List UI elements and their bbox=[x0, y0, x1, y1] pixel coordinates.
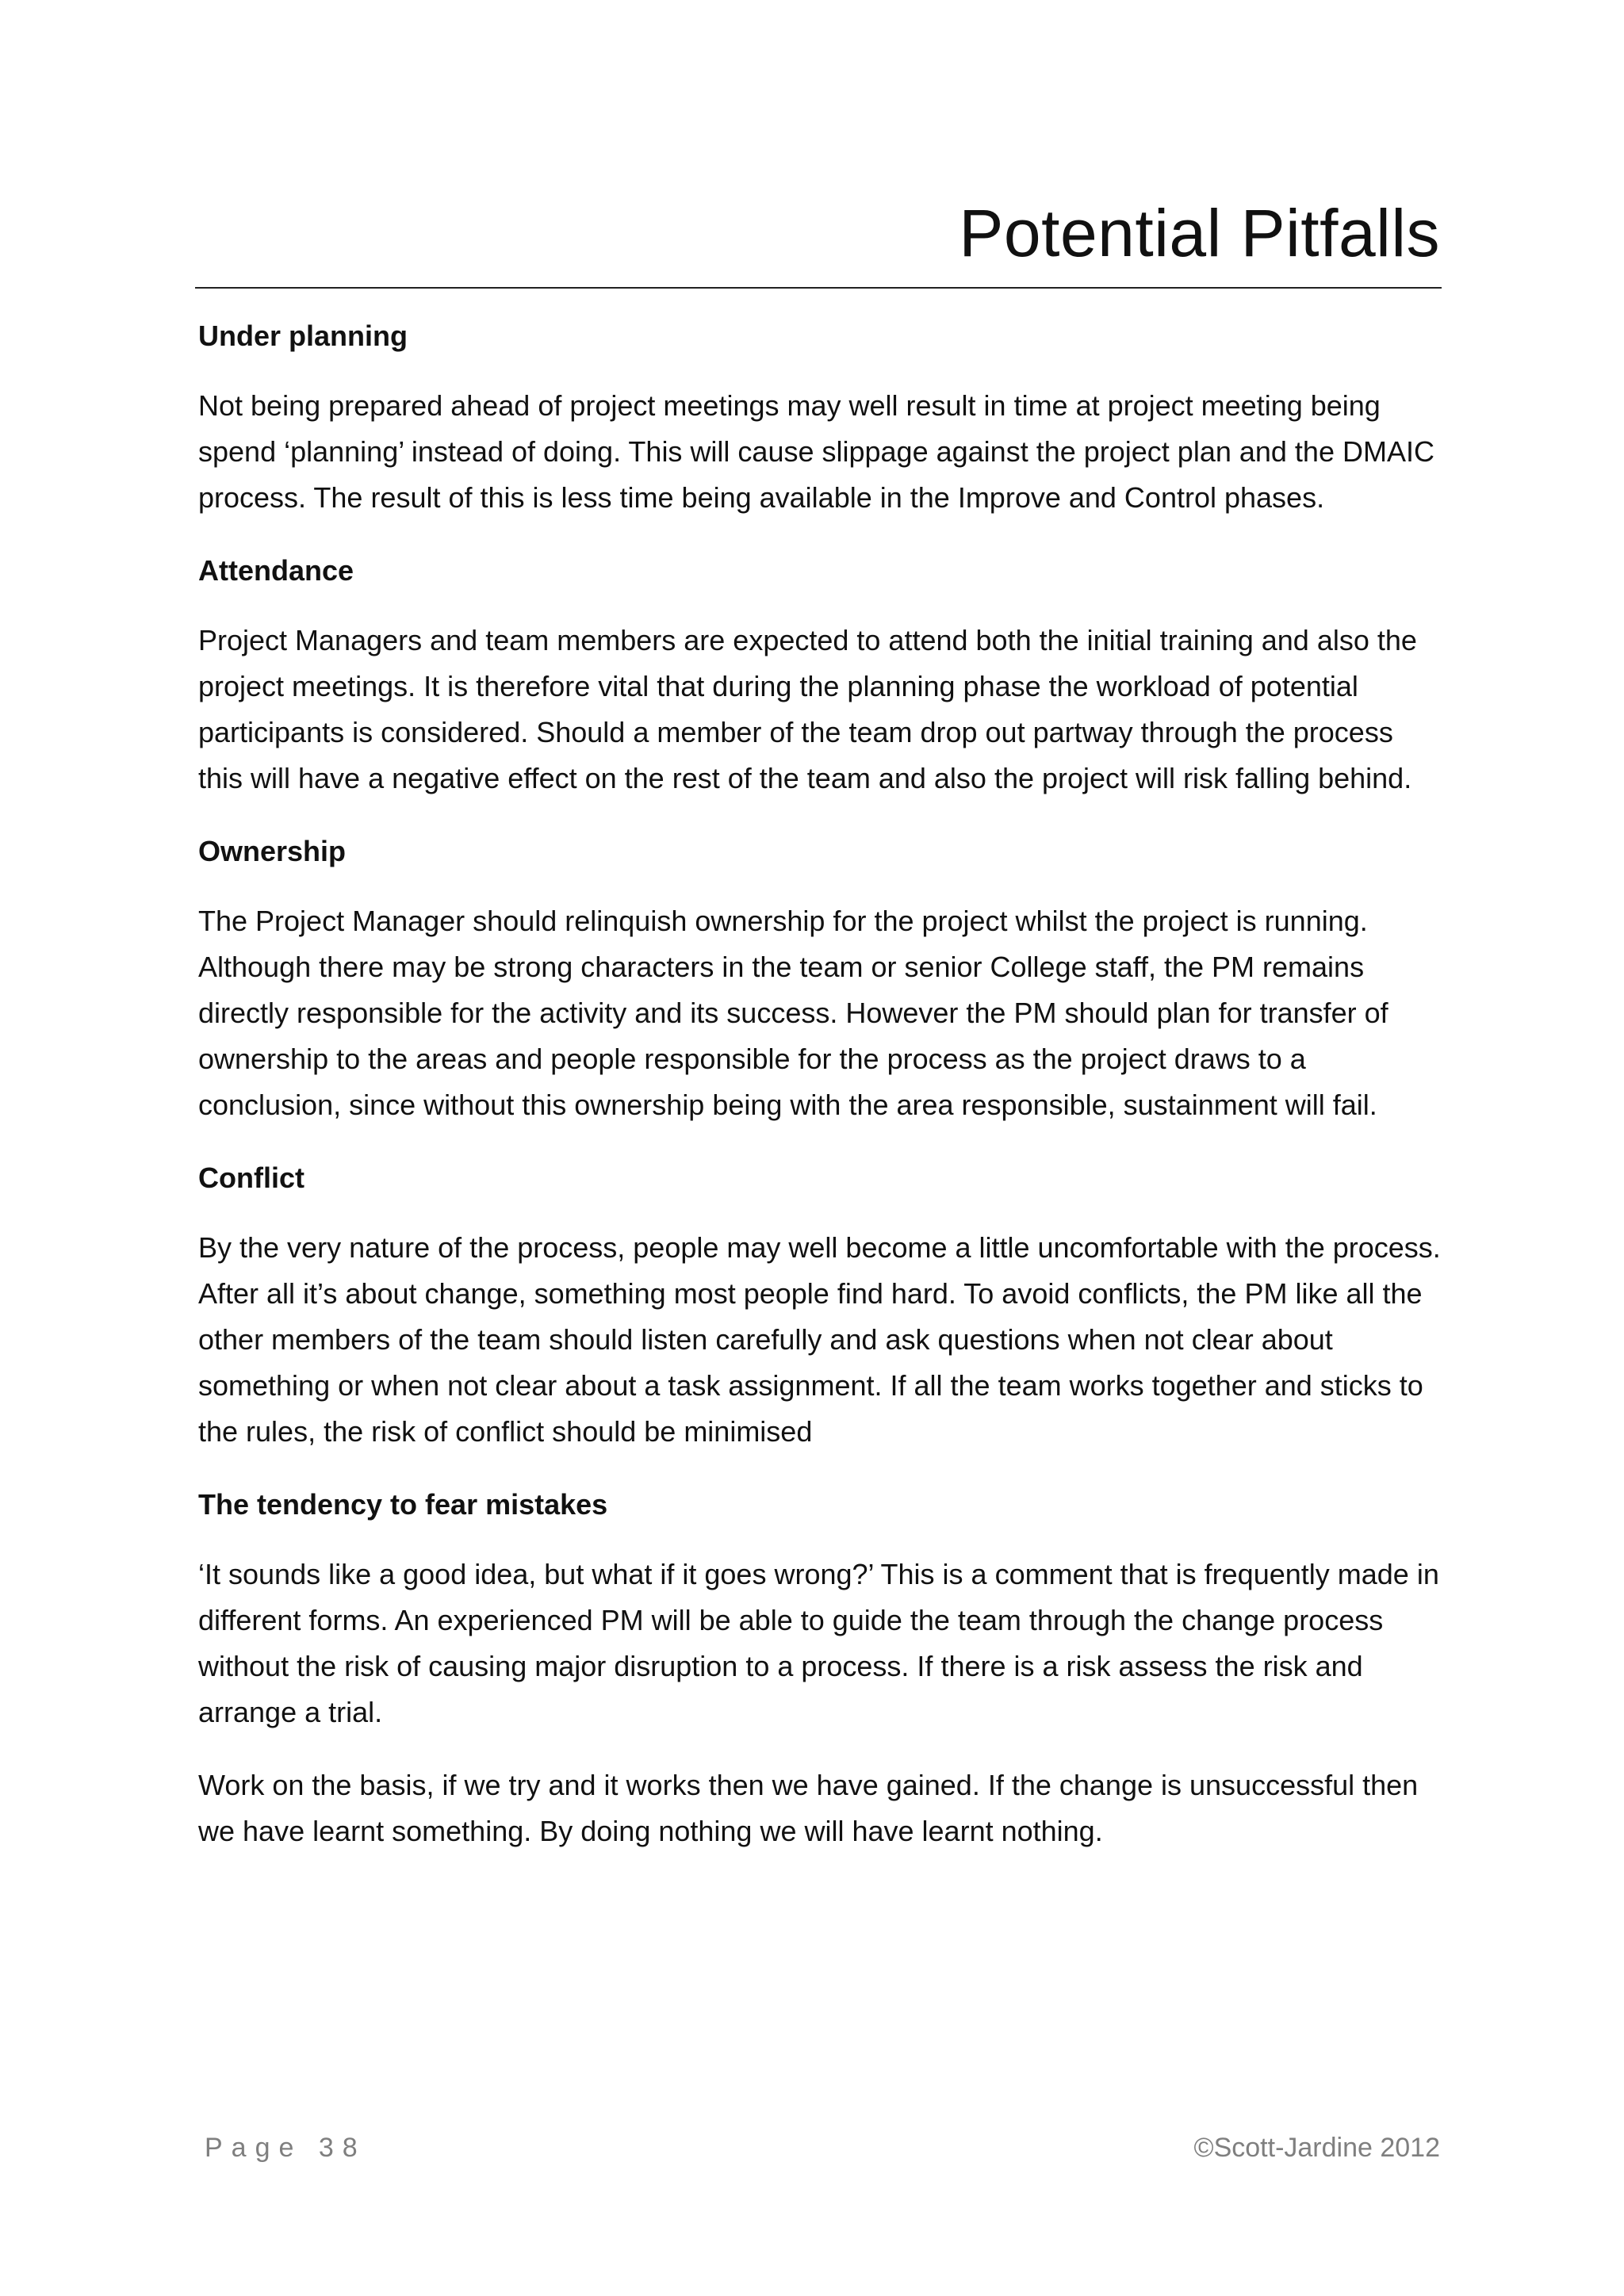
section-ownership bbox=[198, 828, 1443, 1128]
section-attendance bbox=[198, 548, 1443, 802]
section-fear-mistakes bbox=[198, 1482, 1443, 1854]
paragraph: By the very nature of the process, people may well become a little uncomfortable with the process. After all it’s about change, something most people find hard. To avoid conflicts, the PM like all the other members of the team should listen carefully and ask questions when not clear about something or when not clear about a task assignment. If all the team works together and sticks to the rules, the risk of conflict should be minimised bbox=[198, 1231, 1441, 1448]
section-heading: The tendency to fear mistakes bbox=[198, 1488, 608, 1521]
section-heading: Attendance bbox=[198, 554, 354, 587]
paragraph: The Project Manager should relinquish ownership for the project whilst the project is running. Although there may be strong characters in the team or senior College staff, the PM remains directly responsible for the activity and its success. However the PM should plan for transfer of ownership to the areas and people responsible for the process as the project draws to a conclusion, since without this ownership being with the area responsible, sustainment will fail. bbox=[198, 905, 1388, 1121]
page-title: Potential Pitfalls bbox=[959, 196, 1440, 270]
page-number: Page 38 bbox=[205, 2133, 366, 2163]
copyright-notice: ©Scott-Jardine 2012 bbox=[1193, 2133, 1440, 2163]
paragraph: ‘It sounds like a good idea, but what if it goes wrong?’ This is a comment that is frequently made in different forms. An experienced PM will be able to guide the team through the change process without the risk of causing major disruption to a process. If there is a risk assess the risk and arrange a trial. bbox=[198, 1558, 1439, 1728]
paragraph: Not being prepared ahead of project meetings may well result in time at project meeting being spend ‘planning’ instead of doing. This will cause slippage against the project plan and the DMAIC process. The result of this is less time being available in the Improve and Control phases. bbox=[198, 389, 1434, 514]
section-heading: Conflict bbox=[198, 1161, 304, 1194]
section-conflict bbox=[198, 1155, 1443, 1455]
document-body bbox=[198, 313, 1443, 1881]
section-heading: Ownership bbox=[198, 835, 347, 867]
title-divider bbox=[195, 287, 1442, 289]
section-heading: Under planning bbox=[198, 320, 408, 352]
section-under-planning bbox=[198, 313, 1443, 521]
paragraph: Project Managers and team members are expected to attend both the initial training and also the project meetings. It is therefore vital that during the planning phase the workload of potential participants is considered. Should a member of the team drop out partway through the process this will have a negative effect on the rest of the team and also the project will risk falling behind. bbox=[198, 624, 1417, 794]
paragraph: Work on the basis, if we try and it works then we have gained. If the change is unsuccessful then we have learnt something. By doing nothing we will have learnt nothing. bbox=[198, 1769, 1419, 1847]
